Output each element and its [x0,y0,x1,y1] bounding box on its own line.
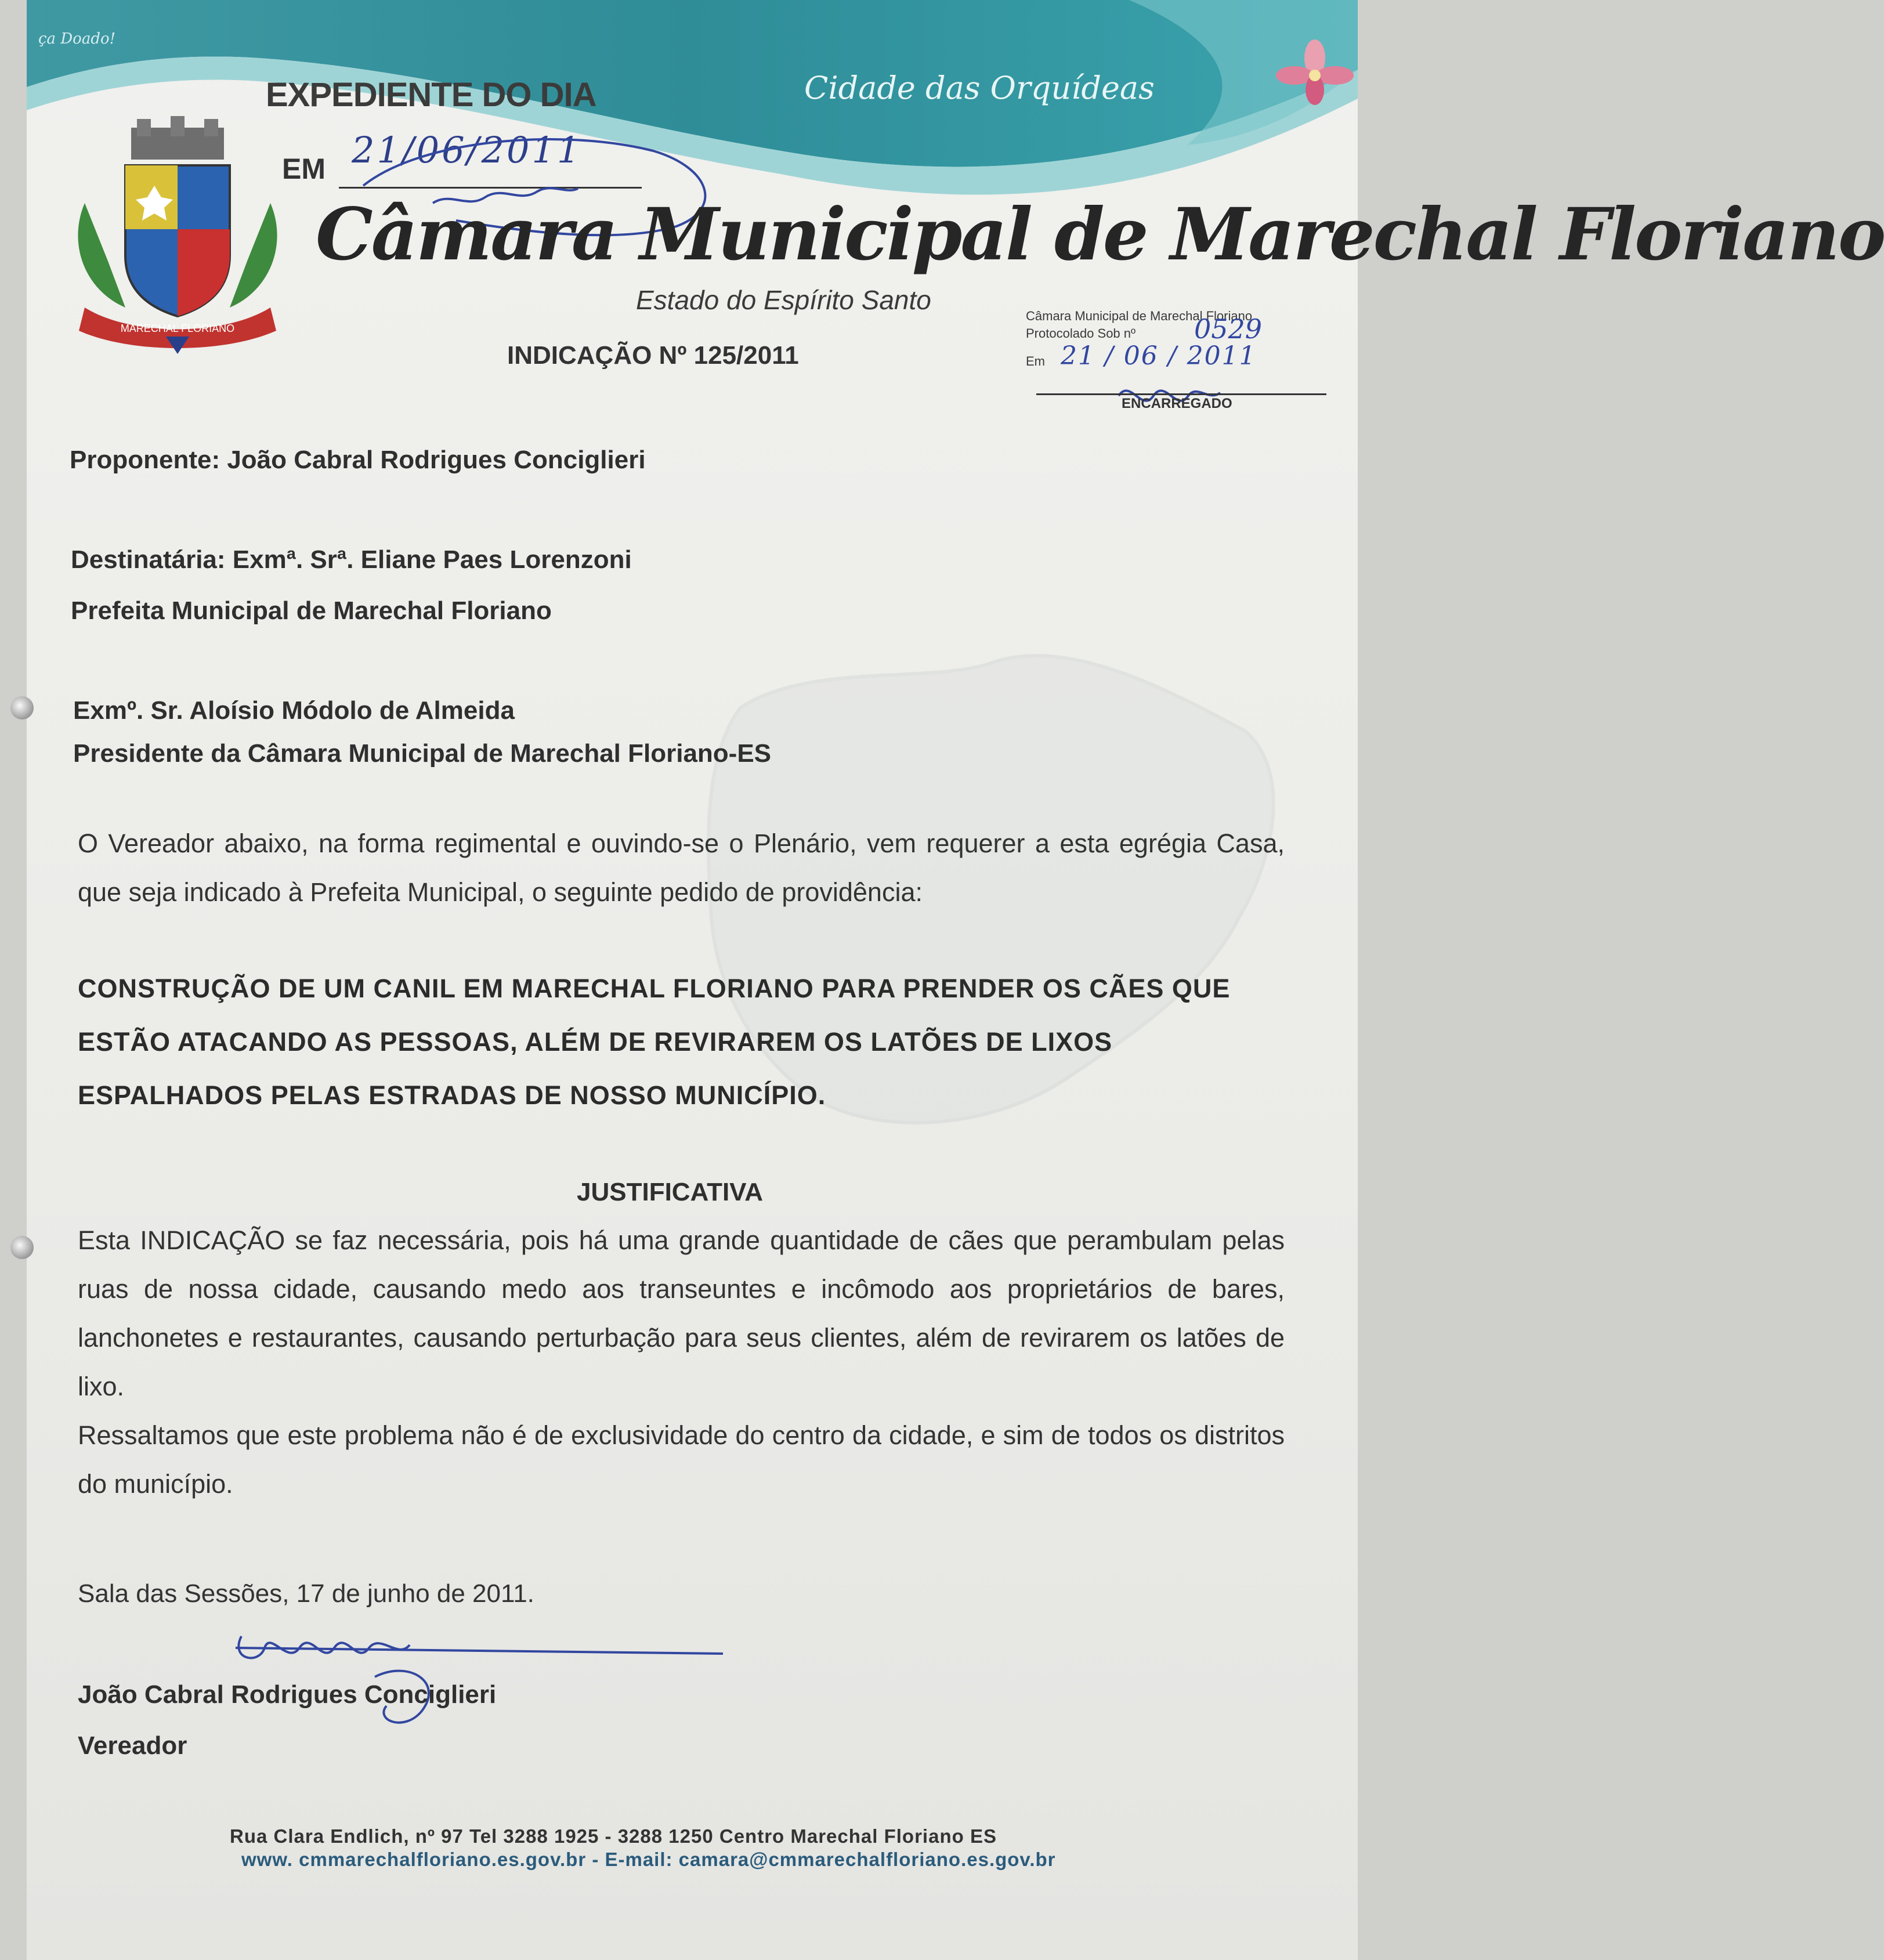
signer-name: João Cabral Rodrigues Conciglieri [78,1680,497,1709]
svg-text:MARECHAL FLORIANO: MARECHAL FLORIANO [120,323,235,334]
proponente: Proponente: João Cabral Rodrigues Conciglieri [70,446,646,474]
document-page [27,0,1884,1960]
stamp-encarregado: ENCARREGADO [1122,396,1232,411]
signer-role: Vereador [78,1731,187,1760]
intro-paragraph: O Vereador abaixo, na forma regimental e ouvindo-se o Plenário, vem requerer a esta egrégia Casa, que seja indicado à Prefeita Municipal, o seguinte pedido de providência: [78,829,1285,907]
punch-hole [10,1236,34,1259]
indicacao-number: INDICAÇÃO Nº 125/2011 [507,341,799,370]
sala-das-sessoes: Sala das Sessões, 17 de junho de 2011. [78,1579,534,1608]
stamp-protocol-label: Protocolado Sob nº [1026,326,1136,341]
stamp-date-label: Em [1026,354,1045,368]
exmo-name: Exmº. Sr. Aloísio Módolo de Almeida [73,696,515,725]
footer-web-email: www. cmmarechalfloriano.es.gov.br - E-mail: camara@cmmarechalfloriano.es.gov.br [241,1849,1056,1870]
document-body [27,0,1358,1960]
tagline-top: ça Doado! [38,30,116,48]
page-title: Câmara Municipal de Marechal Floriano [316,193,1884,277]
presidente-title: Presidente da Câmara Municipal de Marechal Floriano-ES [73,739,772,768]
expediente-label: EXPEDIENTE DO DIA [266,76,596,114]
state-subtitle: Estado do Espírito Santo [636,285,931,315]
signature-icon [201,1619,723,1735]
em-date-handwritten: 21/06/2011 [352,129,583,171]
stamp-date: 21 / 06 / 2011 [1061,341,1257,371]
stamp-protocol-number: 0529 [1194,313,1263,345]
destinataria: Destinatária: Exmª. Srª. Eliane Paes Lorenzoni [71,545,632,574]
justificativa-paragraph-2: Ressaltamos que este problema não é de exclusividade do centro da cidade, e sim de todos os distritos do município. [78,1420,1285,1499]
em-label: EM [282,153,326,185]
justificativa-paragraph-1: Esta INDICAÇÃO se faz necessária, pois há uma grande quantidade de cães que perambulam pelas ruas de nossa cidade, causando medo aos transeuntes e incômodo aos proprietários de bares, lanchonetes e restaurantes, causando perturbação para seus clientes, além de revirarem os latões de lixo. [78,1225,1285,1401]
stamp-org: Câmara Municipal de Marechal Floriano [1026,309,1253,323]
cidade-tagline: Cidade das Orquídeas [804,70,1155,106]
request-text: CONSTRUÇÃO DE UM CANIL EM MARECHAL FLORIANO PARA PRENDER OS CÃES QUE ESTÃO ATACANDO AS PESSOAS, ALÉM DE REVIRAREM OS LATÕES DE LIXOS ESPALHADOS PELAS ESTRADAS DE NOSSO MUNICÍPIO. [78,974,1231,1110]
justificativa-heading: JUSTIFICATIVA [577,1178,764,1206]
footer-address: Rua Clara Endlich, nº 97 Tel 3288 1925 - 3288 1250 Centro Marechal Floriano ES [230,1825,997,1847]
punch-hole [10,696,34,719]
prefeita-title: Prefeita Municipal de Marechal Floriano [71,596,552,625]
